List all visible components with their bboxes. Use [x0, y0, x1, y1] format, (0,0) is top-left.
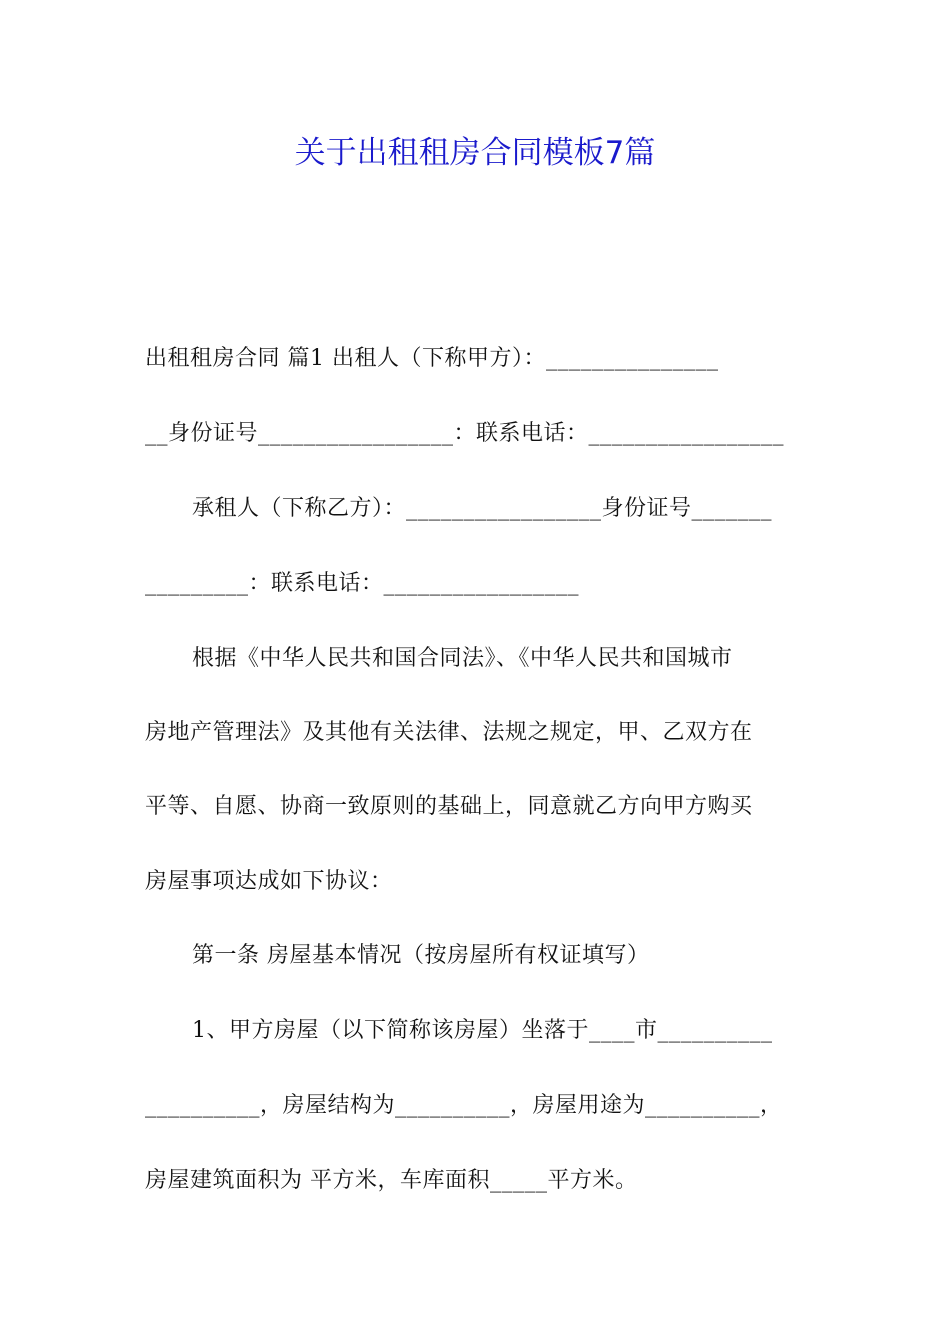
paragraph-line: 承租人（下称乙方）：_________________身份证号_______ [192, 496, 773, 521]
paragraph-line: 平等、自愿、协商一致原则的基础上，同意就乙方向甲方购买 [145, 794, 753, 819]
paragraph-line: _________：联系电话：_________________ [145, 571, 580, 596]
paragraph-line: __身份证号_________________：联系电话：_________________ [145, 421, 785, 446]
paragraph-line: 根据《中华人民共和国合同法》、《中华人民共和国城市 [192, 646, 733, 671]
document-title: 关于出租租房合同模板7篇 [294, 135, 656, 171]
paragraph-line: 房屋建筑面积为 平方米，车库面积_____平方米。 [145, 1168, 638, 1193]
paragraph-line: 出租租房合同 篇1 出租人（下称甲方）：_______________ [145, 346, 719, 371]
paragraph-line: __________，房屋结构为__________，房屋用途为__________， [145, 1093, 783, 1118]
paragraph-line: 1、甲方房屋（以下简称该房屋）坐落于____市__________ [192, 1018, 773, 1043]
paragraph-line: 房屋事项达成如下协议： [145, 869, 393, 894]
paragraph-line: 房地产管理法》及其他有关法律、法规之规定，甲、乙双方在 [145, 720, 753, 745]
section-heading: 第一条 房屋基本情况（按房屋所有权证填写） [192, 943, 650, 968]
